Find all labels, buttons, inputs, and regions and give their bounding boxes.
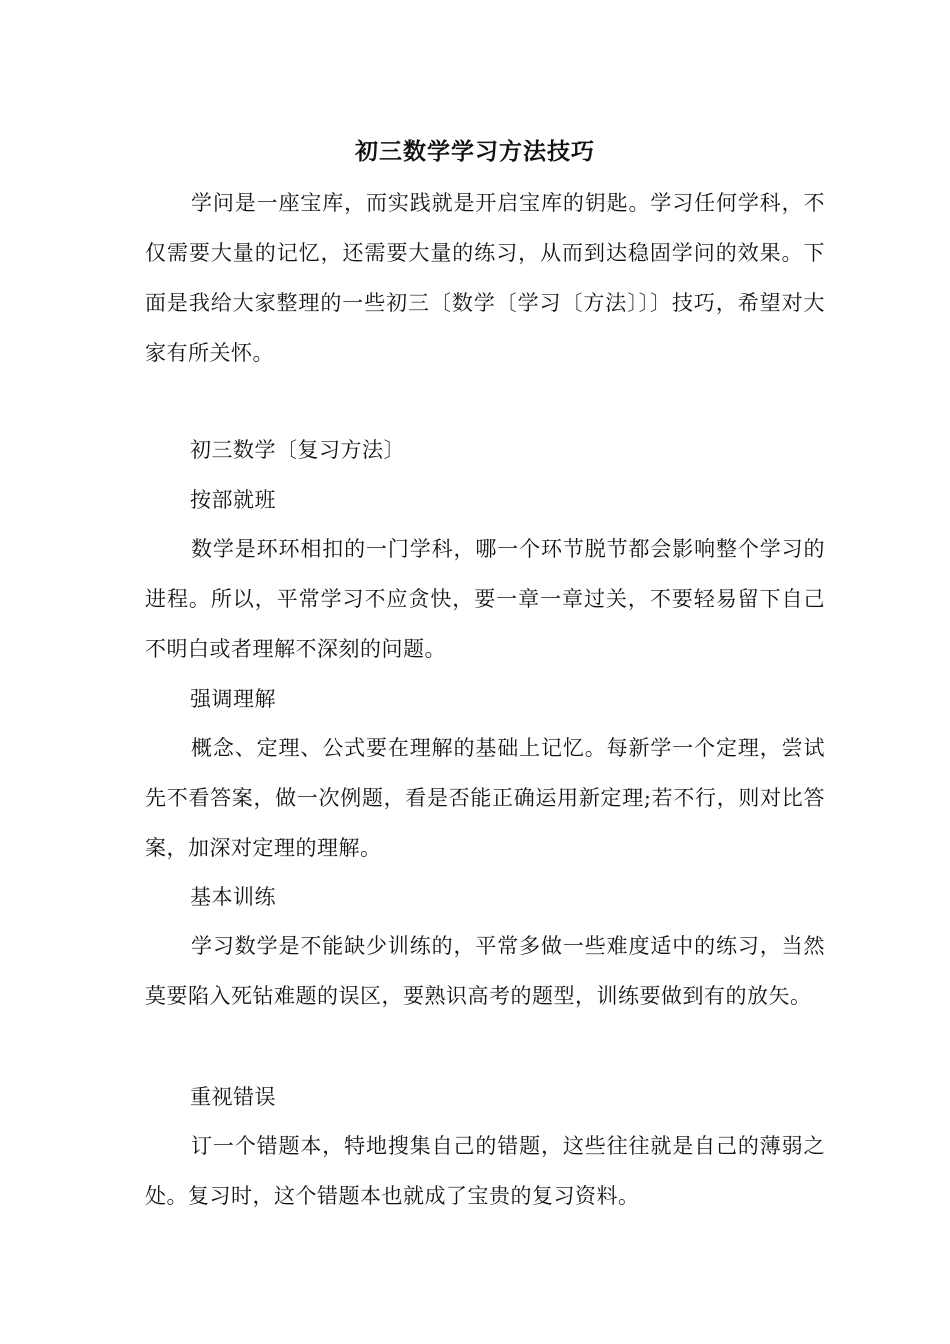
section-heading-3: 基本训练 bbox=[190, 885, 276, 909]
section-heading-4: 重视错误 bbox=[190, 1085, 276, 1109]
section-heading-2: 强调理解 bbox=[190, 687, 276, 711]
section-title: 初三数学〔复习方法〕 bbox=[190, 438, 405, 462]
section-body-2: 概念、定理、公式要在理解的基础上记忆。每新学一个定理，尝试先不看答案，做一次例题，看是否能正确运用新定理;若不行，则对比答案，加深对定理的理解。 bbox=[145, 736, 825, 860]
section-body-3: 学习数学是不能缺少训练的，平常多做一些难度适中的练习，当然莫要陷入死钻难题的误区，要熟识高考的题型，训练要做到有的放矢。 bbox=[145, 934, 825, 1008]
intro-paragraph: 学问是一座宝库，而实践就是开启宝库的钥匙。学习任何学科，不仅需要大量的记忆，还需要大量的练习，从而到达稳固学问的效果。下面是我给大家整理的一些初三〔数学〔学习〔方法〕〕〕技巧，希望对大家有所关怀。 bbox=[145, 191, 825, 365]
section-body-4: 订一个错题本，特地搜集自己的错题，这些往往就是自己的薄弱之处。复习时，这个错题本也就成了宝贵的复习资料。 bbox=[145, 1134, 825, 1208]
document-title: 初三数学学习方法技巧 bbox=[355, 138, 595, 165]
section-body-1: 数学是环环相扣的一门学科，哪一个环节脱节都会影响整个学习的进程。所以，平常学习不应贪快，要一章一章过关，不要轻易留下自己不明白或者理解不深刻的问题。 bbox=[145, 537, 825, 661]
section-heading-1: 按部就班 bbox=[190, 488, 276, 512]
